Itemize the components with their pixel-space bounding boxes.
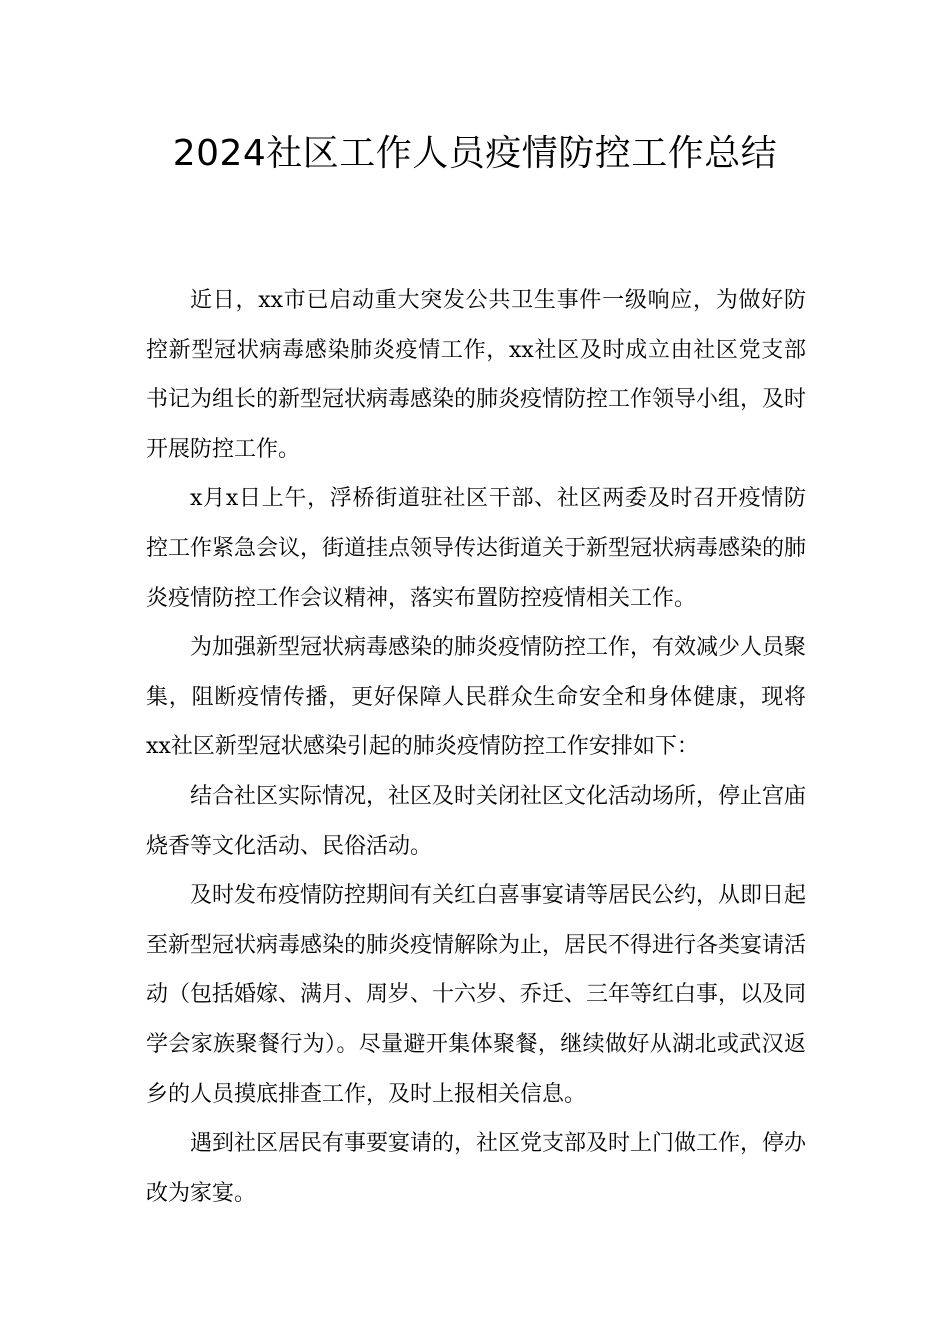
paragraph-4: 结合社区实际情况，社区及时关闭社区文化活动场所，停止宫庙烧香等文化活动、民俗活动。 bbox=[146, 783, 807, 859]
paragraph-3: 为加强新型冠状病毒感染的肺炎疫情防控工作，有效减少人员聚集，阻断疫情传播，更好保障人民群众生命安全和身体健康，现将xx社区新型冠状感染引起的肺炎疫情防控工作安排如下： bbox=[146, 635, 807, 760]
paragraph-1: 近日，xx市已启动重大突发公共卫生事件一级响应，为做好防控新型冠状病毒感染肺炎疫情工作，xx社区及时成立由社区党支部书记为组长的新型冠状病毒感染的肺炎疫情防控工作领导小组，及时开展防控工作。 bbox=[146, 288, 807, 462]
paragraph-6: 遇到社区居民有事要宴请的，社区党支部及时上门做工作，停办改为家宴。 bbox=[146, 1131, 807, 1206]
document-title: 2024社区工作人员疫情防控工作总结 bbox=[172, 133, 778, 174]
paragraph-5: 及时发布疫情防控期间有关红白喜事宴请等居民公约，从即日起至新型冠状病毒感染的肺炎疫情解除为止，居民不得进行各类宴请活动（包括婚嫁、满月、周岁、十六岁、乔迁、三年等红白事，以及同学会家族聚餐行为）。尽量避开集体聚餐，继续做好从湖北或武汉返乡的人员摸底排查工作，及时上报相关信息。 bbox=[146, 883, 807, 1107]
paragraph-2: x月x日上午，浮桥街道驻社区干部、社区两委及时召开疫情防控工作紧急会议，街道挂点领导传达街道关于新型冠状病毒感染的肺炎疫情防控工作会议精神，落实布置防控疫情相关工作。 bbox=[146, 486, 807, 611]
document-body bbox=[146, 276, 806, 1218]
